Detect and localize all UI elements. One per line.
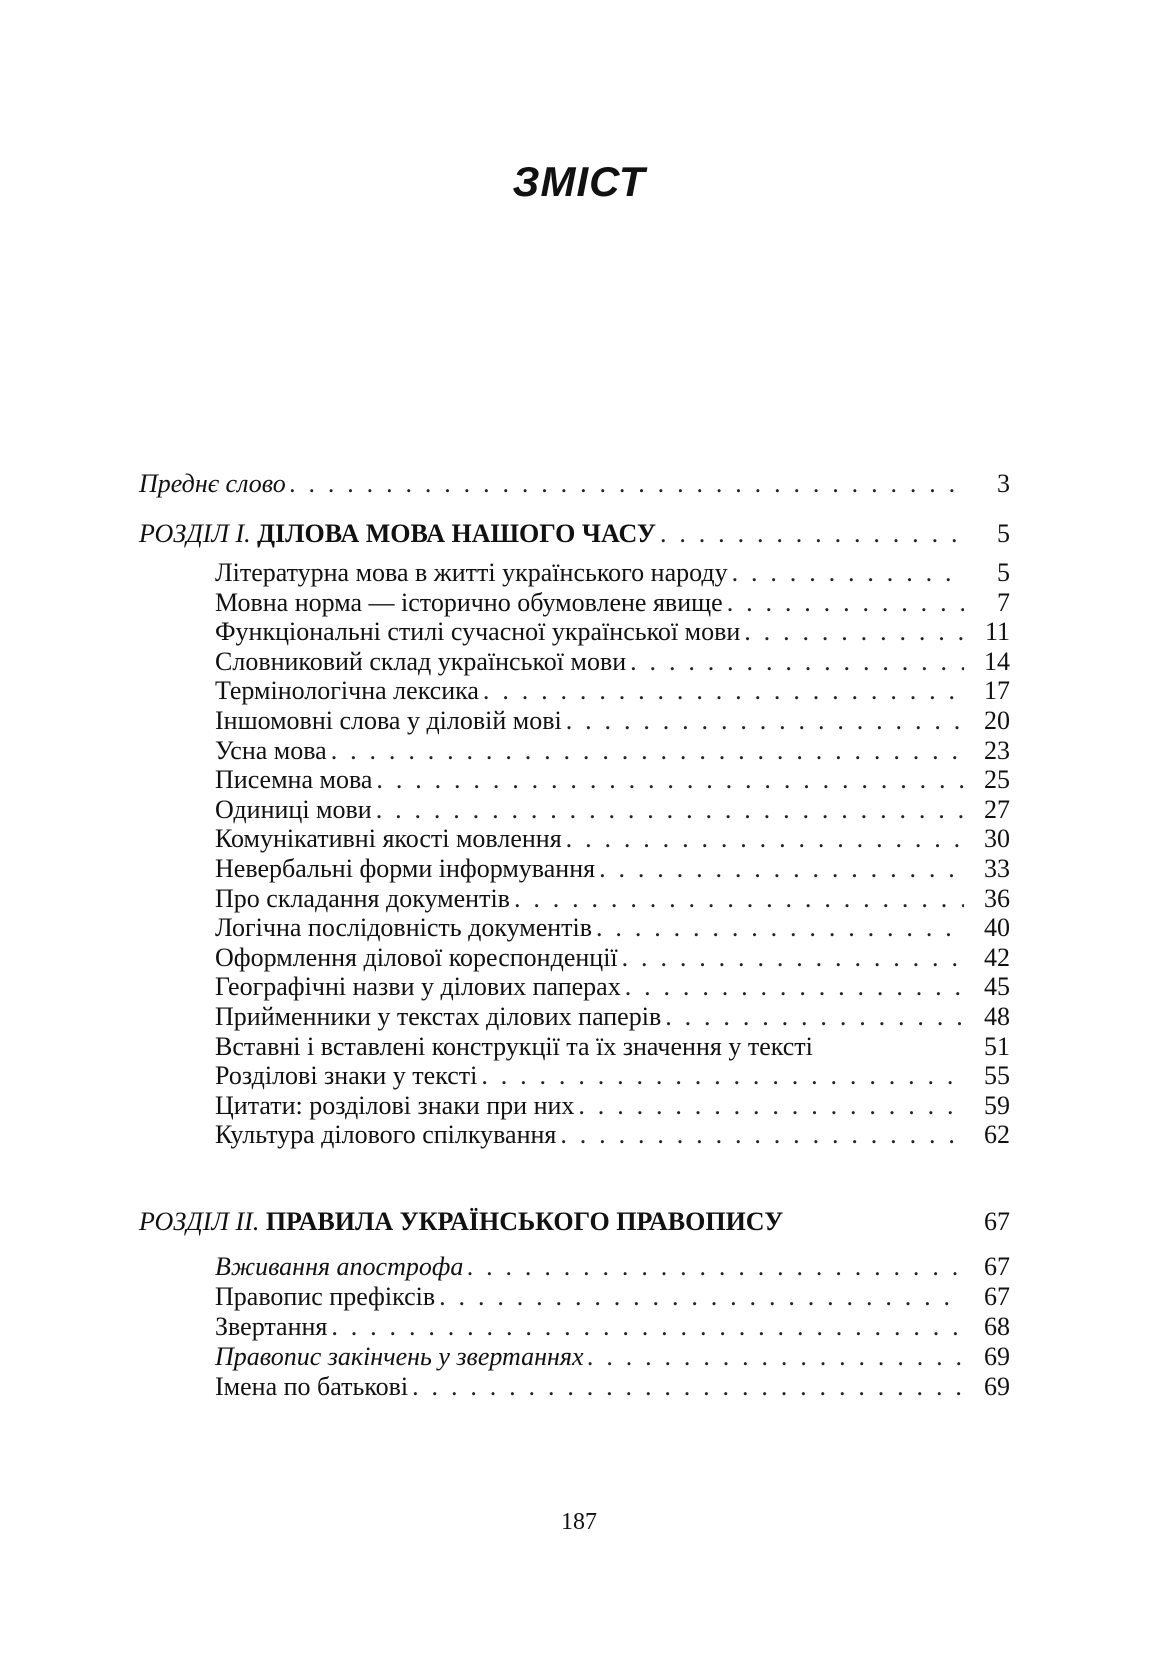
toc-entry-page: 33 xyxy=(984,854,1010,883)
toc-entry-label: Прийменники у текстах ділових паперів xyxy=(215,1002,662,1031)
toc-entry-page: 27 xyxy=(984,794,1010,824)
toc-entry-label: Термінологічна лексика xyxy=(215,676,479,706)
toc-entry-label: Про складання документів xyxy=(215,883,510,913)
toc-entry-page: 45 xyxy=(984,972,1010,1002)
toc-entry-label: Невербальні форми інформування xyxy=(215,854,596,883)
toc-entry[interactable] xyxy=(215,557,1010,588)
dot-leader xyxy=(483,675,964,706)
section-heading: ДІЛОВА МОВА НАШОГО ЧАСУ xyxy=(257,519,656,548)
toc-entry-page: 55 xyxy=(984,1061,1010,1091)
toc-entry-label: Розділові знаки у тексті xyxy=(215,1061,478,1091)
toc-entry-label: Логічна послідовність документів xyxy=(215,913,593,943)
toc-entry-label: Комунікативні якості мовлення xyxy=(215,824,562,854)
dot-leader xyxy=(376,794,964,825)
toc-entry-label: Правопис префіксів xyxy=(215,1282,436,1311)
toc-entry-page: 48 xyxy=(984,1002,1010,1031)
toc-entry-label: Культура ділового спілкування xyxy=(215,1120,557,1150)
section-prefix: РОЗДІЛ І. xyxy=(139,519,251,548)
toc-entry[interactable] xyxy=(215,764,1010,795)
toc-entry-page: 3 xyxy=(997,469,1010,498)
toc-entry-page: 67 xyxy=(984,1282,1010,1311)
dot-leader xyxy=(622,942,964,973)
toc-entry-page: 67 xyxy=(984,1252,1010,1281)
dot-leader xyxy=(331,1311,964,1342)
dot-leader xyxy=(727,587,964,618)
toc-entry[interactable] xyxy=(215,1281,1010,1312)
toc-entry-label: Вставні і вставлені конструкції та їх значення у тексті xyxy=(215,1031,813,1061)
toc-entry-page: 20 xyxy=(984,706,1010,735)
toc-entry-page: 62 xyxy=(984,1120,1010,1150)
toc-entry-page: 7 xyxy=(997,587,1010,617)
toc-entry[interactable] xyxy=(215,1341,1010,1372)
toc-entry[interactable] xyxy=(215,823,1010,854)
toc-entry[interactable] xyxy=(215,1311,1010,1342)
dot-leader xyxy=(732,557,964,588)
toc-entry-page: 69 xyxy=(984,1372,1010,1401)
toc-entry[interactable] xyxy=(215,587,1010,618)
toc-entry[interactable] xyxy=(215,1060,1010,1091)
toc-entry-label: Одиниці мови xyxy=(215,794,372,824)
toc-entry[interactable] xyxy=(215,1251,1010,1282)
toc-entry[interactable] xyxy=(215,646,1010,677)
dot-leader xyxy=(599,853,964,884)
dot-leader xyxy=(566,705,964,736)
dot-leader xyxy=(660,518,964,549)
dot-leader xyxy=(439,1281,964,1312)
dot-leader xyxy=(625,971,964,1002)
toc-entry-label: Цитати: розділові знаки при них xyxy=(215,1090,575,1120)
toc-entry-label: Вживання апострофа xyxy=(215,1252,464,1281)
toc-entry[interactable] xyxy=(215,675,1010,706)
toc-entry-label: Словниковий склад української мови xyxy=(215,646,627,676)
toc-entry[interactable] xyxy=(215,735,1010,766)
toc-entry-label: Географічні назви у ділових паперах xyxy=(215,972,621,1002)
toc-entry-page: 51 xyxy=(984,1031,1010,1061)
toc-entry-page: 14 xyxy=(984,646,1010,676)
page-title: ЗМІСТ xyxy=(512,158,646,205)
dot-leader xyxy=(630,646,964,677)
dot-leader xyxy=(560,1119,964,1150)
dot-leader xyxy=(596,912,964,943)
section-heading: ПРАВИЛА УКРАЇНСЬКОГО ПРАВОПИСУ xyxy=(265,1207,784,1236)
dot-leader xyxy=(481,1060,964,1091)
dot-leader xyxy=(744,616,964,647)
toc-entry-page: 67 xyxy=(984,1207,1010,1236)
toc-section-2[interactable] xyxy=(139,1206,1010,1237)
dot-leader xyxy=(665,1001,964,1032)
toc-entry[interactable] xyxy=(215,1119,1010,1150)
toc-entry-label: Функціональні стилі сучасної української мови xyxy=(215,617,741,647)
dot-leader xyxy=(514,883,964,914)
toc-entry[interactable] xyxy=(215,1001,1010,1032)
toc-entry-page: 36 xyxy=(984,883,1010,913)
toc-entry-label: Звертання xyxy=(215,1312,328,1341)
toc-entry[interactable] xyxy=(215,942,1010,973)
toc-entry-label: Імена по батькові xyxy=(215,1372,409,1401)
toc-entry-page: 25 xyxy=(984,765,1010,795)
toc-entry[interactable] xyxy=(215,794,1010,825)
toc-entry-page: 5 xyxy=(997,519,1010,548)
dot-leader xyxy=(412,1371,964,1402)
toc-entry-page: 11 xyxy=(984,617,1010,647)
toc-entry[interactable] xyxy=(215,1371,1010,1402)
dot-leader xyxy=(588,1341,964,1372)
toc-entry-page: 59 xyxy=(984,1090,1010,1120)
dot-leader xyxy=(467,1251,964,1282)
page-number: 187 xyxy=(561,1509,597,1535)
toc-entry-label: Мовна норма — історично обумовлене явище xyxy=(215,587,723,617)
toc-entry-label: Преднє слово xyxy=(139,469,286,498)
toc-entry-page: 30 xyxy=(984,824,1010,854)
toc-entry[interactable] xyxy=(215,616,1010,647)
toc-section-1[interactable] xyxy=(139,518,1010,549)
toc-entry-label: Оформлення ділової кореспонденції xyxy=(215,942,618,972)
dot-leader xyxy=(290,468,964,499)
toc-entry-label: Літературна мова в житті українського народу xyxy=(215,558,728,587)
toc-entry-page: 68 xyxy=(984,1312,1010,1341)
toc-entry[interactable] xyxy=(215,1031,1010,1062)
toc-entry-page: 17 xyxy=(984,676,1010,706)
toc-entry-label: Писемна мова xyxy=(215,765,373,795)
toc-entry-label: Правопис закінчень у звертаннях xyxy=(215,1342,584,1371)
toc-entry[interactable] xyxy=(215,971,1010,1002)
toc-entry[interactable] xyxy=(215,912,1010,943)
dot-leader xyxy=(376,764,964,795)
toc-entry[interactable] xyxy=(215,853,1010,884)
toc-entry-page: 42 xyxy=(984,942,1010,972)
toc-entry-page: 5 xyxy=(997,558,1010,587)
toc-entry-page: 23 xyxy=(984,735,1010,765)
toc-entry-label: Усна мова xyxy=(215,735,327,765)
toc-entry[interactable] xyxy=(215,705,1010,736)
dot-leader xyxy=(566,823,964,854)
dot-leader xyxy=(578,1090,964,1121)
section-prefix: РОЗДІЛ ІІ. xyxy=(139,1207,260,1236)
toc-entry[interactable] xyxy=(215,883,1010,914)
toc-entry-preface[interactable] xyxy=(139,468,1010,499)
dot-leader xyxy=(331,735,964,766)
toc-entry-page: 69 xyxy=(984,1342,1010,1371)
toc-entry-page: 40 xyxy=(984,913,1010,943)
toc-entry[interactable] xyxy=(215,1090,1010,1121)
toc-entry-label: Іншомовні слова у діловій мові xyxy=(215,706,562,735)
